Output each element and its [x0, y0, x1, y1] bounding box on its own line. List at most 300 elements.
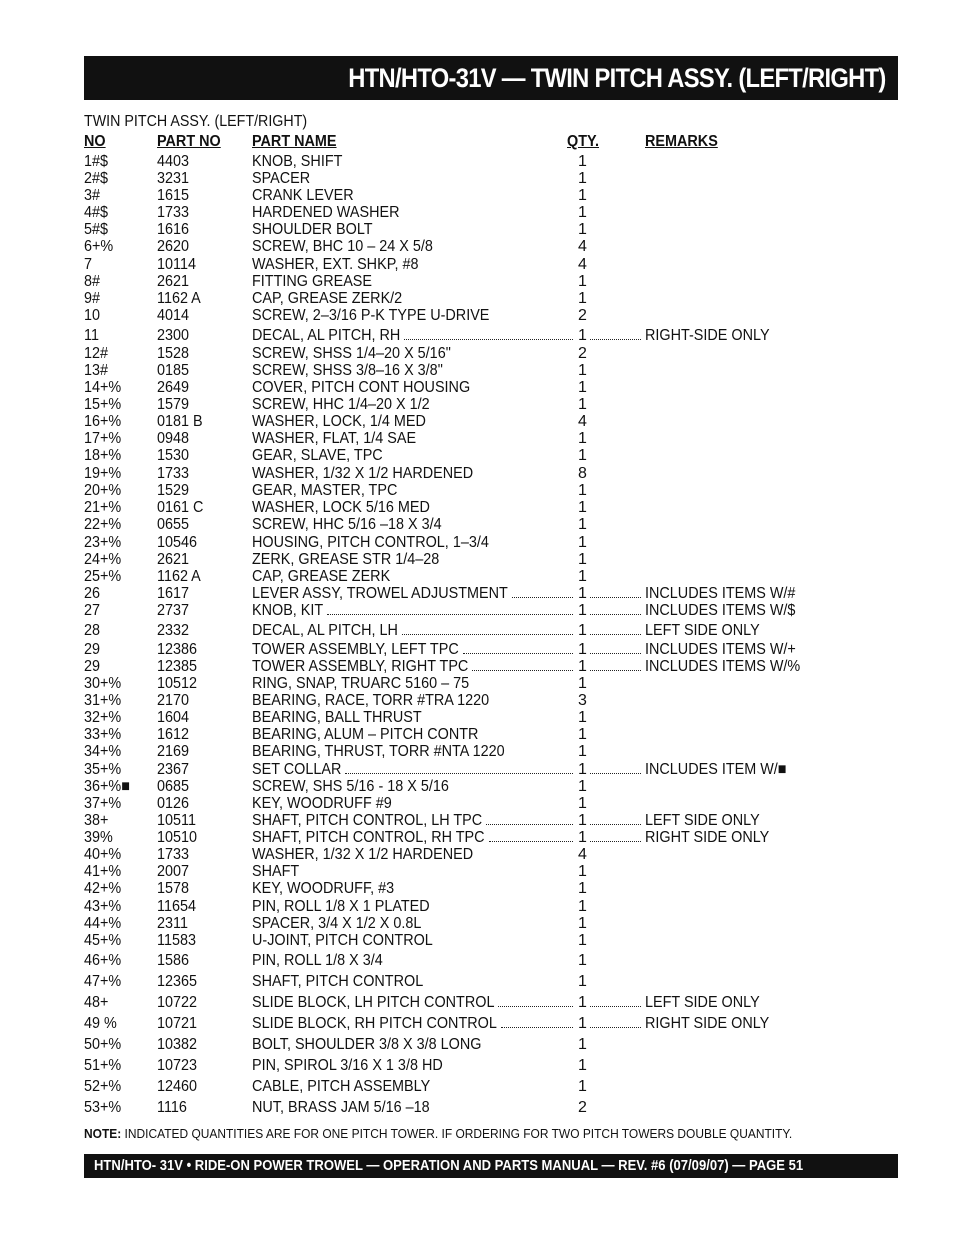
table-row: [0, 396, 954, 413]
item-number: 38+: [84, 812, 109, 829]
table-row: [0, 761, 954, 778]
item-number: 44+%: [84, 915, 122, 932]
table-row: [0, 602, 954, 619]
table-row: [0, 973, 954, 990]
part-name: NUT, BRASS JAM 5/16 –18: [252, 1099, 430, 1116]
table-row: [0, 534, 954, 551]
part-number: 10511: [157, 812, 196, 829]
part-name: LEVER ASSY, TROWEL ADJUSTMENT: [252, 585, 508, 602]
quantity: 2: [578, 307, 587, 324]
dot-leader: [486, 824, 573, 825]
dot-leader: [402, 634, 573, 635]
item-number: 48+: [84, 994, 109, 1011]
dot-leader: [590, 824, 641, 825]
part-number: 2169: [157, 743, 190, 760]
table-row: [0, 726, 954, 743]
part-number: 12385: [157, 658, 198, 675]
part-name: ZERK, GREASE STR 1/4–28: [252, 551, 440, 568]
quantity: 1: [578, 709, 587, 726]
quantity: 1: [578, 658, 587, 675]
item-number: 39%: [84, 829, 113, 846]
item-number: 33+%: [84, 726, 122, 743]
page-title: HTN/HTO-31V — TWIN PITCH ASSY. (LEFT/RIGHT): [348, 63, 886, 93]
part-number: 10722: [157, 994, 198, 1011]
quantity: 1: [578, 204, 587, 221]
dot-leader: [345, 773, 573, 774]
quantity: 1: [578, 675, 587, 692]
section-subtitle: TWIN PITCH ASSY. (LEFT/RIGHT): [84, 113, 308, 130]
quantity: 1: [578, 952, 587, 969]
part-name: WASHER, LOCK, 1/4 MED: [252, 413, 426, 430]
part-number: 1578: [157, 880, 190, 897]
quantity: 1: [578, 761, 587, 778]
quantity: 1: [578, 994, 587, 1011]
quantity: 4: [578, 846, 587, 863]
item-number: 24+%: [84, 551, 122, 568]
part-name: BEARING, THRUST, TORR #NTA 1220: [252, 743, 505, 760]
part-number: 2621: [157, 273, 190, 290]
part-number: 0655: [157, 516, 190, 533]
table-row: [0, 795, 954, 812]
part-name: BOLT, SHOULDER 3/8 X 3/8 LONG: [252, 1036, 482, 1053]
part-number: 0161 C: [157, 499, 204, 516]
item-number: 30+%: [84, 675, 122, 692]
part-name: DECAL, AL PITCH, RH: [252, 327, 401, 344]
part-number: 1733: [157, 846, 190, 863]
quantity: 4: [578, 413, 587, 430]
quantity: 1: [578, 187, 587, 204]
col-header-no: NO: [84, 133, 106, 150]
part-name: SCREW, BHC 10 – 24 X 5/8: [252, 238, 433, 255]
item-number: 6+%: [84, 238, 114, 255]
item-number: 37+%: [84, 795, 122, 812]
part-number: 10723: [157, 1057, 198, 1074]
table-row: [0, 238, 954, 255]
dot-leader: [501, 1027, 573, 1028]
quantity: 1: [578, 499, 587, 516]
part-number: 12386: [157, 641, 198, 658]
part-name: SHAFT, PITCH CONTROL, LH TPC: [252, 812, 483, 829]
table-row: [0, 256, 954, 273]
table-row: [0, 551, 954, 568]
quantity: 1: [578, 379, 587, 396]
table-row: [0, 1099, 954, 1116]
part-name: GEAR, SLAVE, TPC: [252, 447, 383, 464]
part-name: PIN, SPIROL 3/16 X 1 3/8 HD: [252, 1057, 443, 1074]
item-number: 15+%: [84, 396, 122, 413]
part-number: 4403: [157, 153, 190, 170]
table-row: [0, 499, 954, 516]
part-name: CAP, GREASE ZERK: [252, 568, 391, 585]
col-header-qty: QTY.: [567, 133, 600, 150]
part-name: KEY, WOODRUFF #9: [252, 795, 392, 812]
item-number: 3#: [84, 187, 101, 204]
item-number: 53+%: [84, 1099, 122, 1116]
dot-leader: [590, 1006, 641, 1007]
part-number: 12365: [157, 973, 198, 990]
part-name: KNOB, SHIFT: [252, 153, 343, 170]
part-number: 10114: [157, 256, 196, 273]
part-number: 2300: [157, 327, 190, 344]
quantity: 1: [578, 812, 587, 829]
part-number: 2311: [157, 915, 188, 932]
part-number: 2649: [157, 379, 190, 396]
item-number: 32+%: [84, 709, 122, 726]
table-row: [0, 273, 954, 290]
item-number: 50+%: [84, 1036, 122, 1053]
part-number: 0185: [157, 362, 190, 379]
table-row: [0, 1036, 954, 1053]
part-name: TOWER ASSEMBLY, LEFT TPC: [252, 641, 459, 658]
quantity: 1: [578, 622, 587, 639]
quantity: 1: [578, 880, 587, 897]
table-row: [0, 290, 954, 307]
table-row: [0, 465, 954, 482]
item-number: 5#$: [84, 221, 109, 238]
part-name: SPACER, 3/4 X 1/2 X 0.8L: [252, 915, 422, 932]
part-name: PIN, ROLL 1/8 X 3/4: [252, 952, 383, 969]
part-name: SCREW, SHSS 1/4–20 X 5/16": [252, 345, 451, 362]
part-number: 1579: [157, 396, 190, 413]
quantity: 2: [578, 1099, 587, 1116]
quantity: 1: [578, 829, 587, 846]
part-number: 1733: [157, 465, 190, 482]
part-number: 2621: [157, 551, 190, 568]
table-row: [0, 221, 954, 238]
table-row: [0, 1078, 954, 1095]
remarks: RIGHT-SIDE ONLY: [645, 327, 770, 344]
part-name: CRANK LEVER: [252, 187, 354, 204]
item-number: 26: [84, 585, 101, 602]
quantity: 1: [578, 585, 587, 602]
dot-leader: [590, 841, 641, 842]
part-name: SLIDE BLOCK, RH PITCH CONTROL: [252, 1015, 497, 1032]
remarks: INCLUDES ITEMS W/%: [645, 658, 801, 675]
part-number: 1615: [157, 187, 190, 204]
part-number: 1616: [157, 221, 190, 238]
item-number: 8#: [84, 273, 101, 290]
quantity: 1: [578, 898, 587, 915]
part-name: SCREW, HHC 5/16 –18 X 3/4: [252, 516, 442, 533]
quantity: 4: [578, 256, 587, 273]
part-name: BEARING, BALL THRUST: [252, 709, 422, 726]
item-number: 49 %: [84, 1015, 117, 1032]
item-number: 43+%: [84, 898, 122, 915]
part-number: 2007: [157, 863, 190, 880]
remarks: LEFT SIDE ONLY: [645, 622, 760, 639]
part-name: DECAL, AL PITCH, LH: [252, 622, 398, 639]
quantity: 1: [578, 534, 587, 551]
part-number: 12460: [157, 1078, 198, 1095]
part-number: 10546: [157, 534, 198, 551]
part-number: 10510: [157, 829, 198, 846]
item-number: 19+%: [84, 465, 122, 482]
item-number: 20+%: [84, 482, 122, 499]
table-row: [0, 568, 954, 585]
quantity: 1: [578, 221, 587, 238]
dot-leader: [590, 614, 641, 615]
remarks: RIGHT SIDE ONLY: [645, 1015, 770, 1032]
item-number: 34+%: [84, 743, 122, 760]
quantity: 1: [578, 743, 587, 760]
page-footer-bar: [84, 1154, 898, 1178]
dot-leader: [590, 597, 641, 598]
part-number: 10512: [157, 675, 198, 692]
part-name: SHOULDER BOLT: [252, 221, 373, 238]
remarks: LEFT SIDE ONLY: [645, 994, 760, 1011]
table-row: [0, 812, 954, 829]
table-row: [0, 675, 954, 692]
quantity: 1: [578, 482, 587, 499]
dot-leader: [512, 597, 573, 598]
dot-leader: [590, 634, 641, 635]
item-number: 13#: [84, 362, 109, 379]
table-row: [0, 743, 954, 760]
quantity: 1: [578, 778, 587, 795]
table-row: [0, 153, 954, 170]
part-name: SHAFT: [252, 863, 300, 880]
quantity: 1: [578, 932, 587, 949]
item-number: 36+%■: [84, 778, 130, 795]
table-row: [0, 516, 954, 533]
item-number: 9#: [84, 290, 101, 307]
quantity: 1: [578, 362, 587, 379]
part-name: SCREW, SHSS 3/8–16 X 3/8": [252, 362, 443, 379]
quantity: 1: [578, 170, 587, 187]
part-name: SCREW, 2–3/16 P-K TYPE U-DRIVE: [252, 307, 490, 324]
part-number: 2737: [157, 602, 190, 619]
item-number: 46+%: [84, 952, 122, 969]
table-row: [0, 379, 954, 396]
part-name: U-JOINT, PITCH CONTROL: [252, 932, 433, 949]
part-name: COVER, PITCH CONT HOUSING: [252, 379, 471, 396]
item-number: 4#$: [84, 204, 109, 221]
part-name: PIN, ROLL 1/8 X 1 PLATED: [252, 898, 430, 915]
table-row: [0, 709, 954, 726]
part-number: 0181 B: [157, 413, 203, 430]
item-number: 14+%: [84, 379, 122, 396]
col-header-part-no: PART NO: [157, 133, 221, 150]
part-number: 4014: [157, 307, 190, 324]
item-number: 17+%: [84, 430, 122, 447]
item-number: 12#: [84, 345, 109, 362]
item-number: 2#$: [84, 170, 109, 187]
quantity: 8: [578, 465, 587, 482]
part-number: 3231: [157, 170, 190, 187]
part-number: 1162 A: [157, 290, 201, 307]
dot-leader: [404, 339, 573, 340]
note-label: NOTE:: [84, 1126, 122, 1141]
item-number: 47+%: [84, 973, 122, 990]
table-row: [0, 447, 954, 464]
table-row: [0, 1015, 954, 1032]
quantity: 1: [578, 551, 587, 568]
table-row: [0, 778, 954, 795]
quantity: 4: [578, 238, 587, 255]
remarks: INCLUDES ITEMS W/#: [645, 585, 796, 602]
dot-leader: [590, 670, 641, 671]
part-name: GEAR, MASTER, TPC: [252, 482, 398, 499]
part-name: FITTING GREASE: [252, 273, 373, 290]
quantity: 1: [578, 430, 587, 447]
table-row: [0, 898, 954, 915]
quantity: 2: [578, 345, 587, 362]
remarks: INCLUDES ITEM W/■: [645, 761, 787, 778]
table-row: [0, 362, 954, 379]
table-row: [0, 994, 954, 1011]
part-name: CAP, GREASE ZERK/2: [252, 290, 403, 307]
table-row: [0, 846, 954, 863]
item-number: 40+%: [84, 846, 122, 863]
quantity: 1: [578, 915, 587, 932]
item-number: 51+%: [84, 1057, 122, 1074]
table-row: [0, 622, 954, 639]
part-name: WASHER, FLAT, 1/4 SAE: [252, 430, 417, 447]
part-number: 1612: [157, 726, 190, 743]
table-row: [0, 1057, 954, 1074]
table-row: [0, 430, 954, 447]
item-number: 29: [84, 641, 101, 658]
part-number: 11583: [157, 932, 196, 949]
item-number: 52+%: [84, 1078, 122, 1095]
table-row: [0, 187, 954, 204]
item-number: 27: [84, 602, 101, 619]
table-row: [0, 863, 954, 880]
dot-leader: [327, 614, 573, 615]
item-number: 29: [84, 658, 101, 675]
part-number: 1116: [157, 1099, 187, 1116]
part-name: SCREW, SHS 5/16 - 18 X 5/16: [252, 778, 449, 795]
item-number: 25+%: [84, 568, 122, 585]
part-number: 1162 A: [157, 568, 201, 585]
part-name: KNOB, KIT: [252, 602, 324, 619]
table-row: [0, 880, 954, 897]
table-row: [0, 170, 954, 187]
part-name: SPACER: [252, 170, 311, 187]
quantity: 1: [578, 863, 587, 880]
quantity: 1: [578, 795, 587, 812]
page-header-bar: [84, 56, 898, 100]
dot-leader: [590, 1027, 641, 1028]
item-number: 1#$: [84, 153, 109, 170]
part-number: 10382: [157, 1036, 198, 1053]
part-number: 2620: [157, 238, 190, 255]
quantity: 1: [578, 516, 587, 533]
quantity: 1: [578, 273, 587, 290]
part-number: 2367: [157, 761, 190, 778]
part-number: 0126: [157, 795, 190, 812]
part-name: HARDENED WASHER: [252, 204, 400, 221]
col-header-remarks: REMARKS: [645, 133, 718, 150]
dot-leader: [498, 1006, 573, 1007]
quantity: 1: [578, 973, 587, 990]
part-name: TOWER ASSEMBLY, RIGHT TPC: [252, 658, 469, 675]
item-number: 21+%: [84, 499, 122, 516]
item-number: 11: [84, 327, 99, 344]
part-name: BEARING, ALUM – PITCH CONTR: [252, 726, 479, 743]
table-row: [0, 482, 954, 499]
item-number: 28: [84, 622, 101, 639]
footer-text: HTN/HTO- 31V • RIDE-ON POWER TROWEL — OPERATION AND PARTS MANUAL — REV. #6 (07/09/07) — PAGE 51: [94, 1158, 804, 1174]
quantity: 1: [578, 1057, 587, 1074]
table-row: [0, 327, 954, 344]
table-row: [0, 413, 954, 430]
part-number: 0948: [157, 430, 190, 447]
item-number: 31+%: [84, 692, 122, 709]
table-row: [0, 952, 954, 969]
item-number: 23+%: [84, 534, 122, 551]
part-number: 1617: [157, 585, 190, 602]
item-number: 10: [84, 307, 101, 324]
dot-leader: [590, 773, 641, 774]
note-text: INDICATED QUANTITIES ARE FOR ONE PITCH TOWER. IF ORDERING FOR TWO PITCH TOWERS DOUBLE QUANTITY.: [124, 1126, 793, 1141]
part-number: 1604: [157, 709, 190, 726]
table-row: [0, 307, 954, 324]
part-name: SCREW, HHC 1/4–20 X 1/2: [252, 396, 430, 413]
table-row: [0, 345, 954, 362]
part-number: 2170: [157, 692, 190, 709]
remarks: LEFT SIDE ONLY: [645, 812, 760, 829]
table-row: [0, 658, 954, 675]
quantity: 1: [578, 327, 587, 344]
table-row: [0, 932, 954, 949]
part-number: 10721: [157, 1015, 198, 1032]
quantity: 1: [578, 641, 587, 658]
quantity: 1: [578, 602, 587, 619]
item-number: 35+%: [84, 761, 122, 778]
note: [84, 1126, 792, 1141]
quantity: 1: [578, 1078, 587, 1095]
item-number: 41+%: [84, 863, 122, 880]
dot-leader: [463, 653, 573, 654]
part-number: 2332: [157, 622, 190, 639]
part-name: KEY, WOODRUFF, #3: [252, 880, 395, 897]
quantity: 1: [578, 153, 587, 170]
part-number: 0685: [157, 778, 190, 795]
item-number: 22+%: [84, 516, 122, 533]
part-number: 1586: [157, 952, 190, 969]
part-name: WASHER, 1/32 X 1/2 HARDENED: [252, 846, 474, 863]
part-name: WASHER, 1/32 X 1/2 HARDENED: [252, 465, 474, 482]
quantity: 1: [578, 1036, 587, 1053]
item-number: 42+%: [84, 880, 122, 897]
part-number: 1528: [157, 345, 190, 362]
remarks: INCLUDES ITEMS W/+: [645, 641, 796, 658]
item-number: 16+%: [84, 413, 122, 430]
quantity: 1: [578, 447, 587, 464]
part-name: CABLE, PITCH ASSEMBLY: [252, 1078, 431, 1095]
remarks: RIGHT SIDE ONLY: [645, 829, 770, 846]
part-name: SHAFT, PITCH CONTROL: [252, 973, 424, 990]
dot-leader: [472, 670, 573, 671]
quantity: 1: [578, 396, 587, 413]
table-row: [0, 692, 954, 709]
part-number: 11654: [157, 898, 196, 915]
item-number: 7: [84, 256, 93, 273]
table-row: [0, 829, 954, 846]
quantity: 1: [578, 1015, 587, 1032]
part-name: RING, SNAP, TRUARC 5160 – 75: [252, 675, 470, 692]
item-number: 18+%: [84, 447, 122, 464]
part-name: SHAFT, PITCH CONTROL, RH TPC: [252, 829, 485, 846]
table-row: [0, 641, 954, 658]
part-number: 1733: [157, 204, 190, 221]
quantity: 3: [578, 692, 587, 709]
part-name: BEARING, RACE, TORR #TRA 1220: [252, 692, 490, 709]
col-header-part-name: PART NAME: [252, 133, 337, 150]
part-name: WASHER, LOCK 5/16 MED: [252, 499, 430, 516]
part-name: HOUSING, PITCH CONTROL, 1–3/4: [252, 534, 489, 551]
